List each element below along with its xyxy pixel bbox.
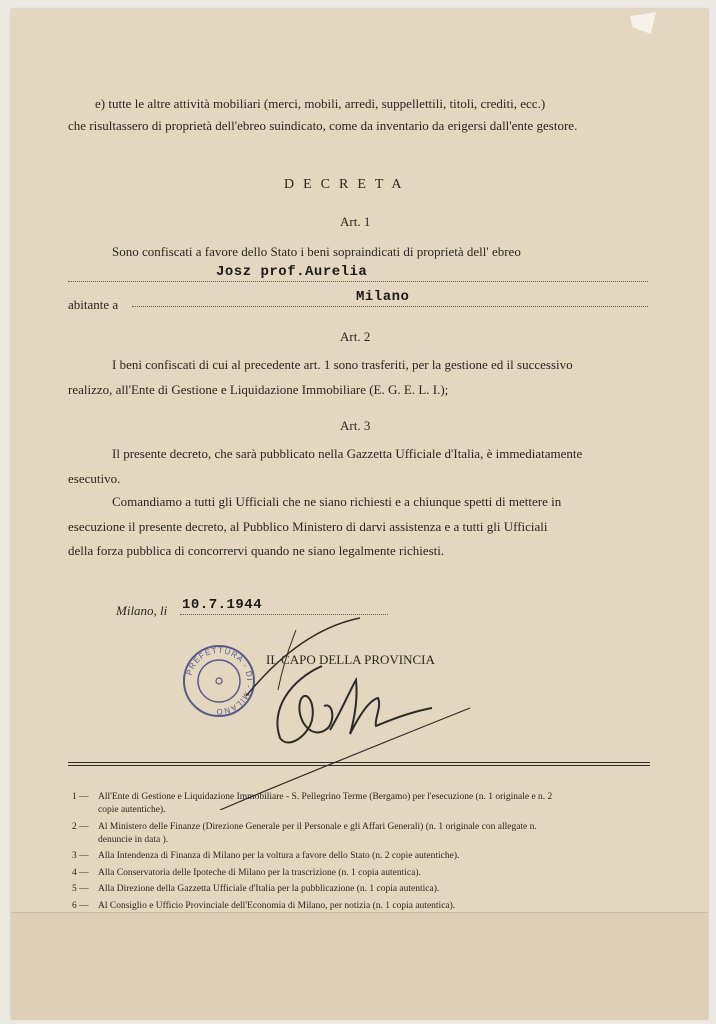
subject-name: Josz prof.Aurelia <box>216 264 368 280</box>
distribution-line: Alla Direzione della Gazzetta Ufficiale d'Italia per la pubblicazione (n. 1 copia autentica). <box>98 884 440 894</box>
distribution-line-continued: denuncie in data ). <box>98 835 169 845</box>
distribution-line: Al Ministero delle Finanze (Direzione Generale per il Personale e gli Affari Generali) (n. 1 originale con allegate n. <box>98 822 537 832</box>
art3-p1-line-2: esecutivo. <box>68 471 121 486</box>
art2-line-2: realizzo, all'Ente di Gestione e Liquidazione Immobiliare (E. G. E. L. I.); <box>68 382 449 397</box>
decree-heading: DECRETA <box>284 177 411 192</box>
art2-line-1: I beni confiscati di cui al precedente art. 1 sono trasferiti, per la gestione ed il successivo <box>112 357 573 372</box>
distribution-number: 2 — <box>72 822 89 832</box>
handwritten-signature <box>60 610 480 810</box>
art3-p2-line-1: Comandiamo a tutti gli Ufficiali che ne siano richiesti e a chiunque spetti di mettere in <box>112 494 562 509</box>
art1-text: Sono confiscati a favore dello Stato i beni sopraindicati di proprietà dell' ebreo <box>112 244 521 259</box>
distribution-number: 4 — <box>72 868 89 878</box>
art3-p1-line-1: Il presente decreto, che sarà pubblicato nella Gazzetta Ufficiale d'Italia, è immediatamente <box>112 446 583 461</box>
distribution-number: 3 — <box>72 851 89 861</box>
distribution-line-continued: copie autentiche). <box>98 805 166 815</box>
residence-label: abitante a <box>68 297 119 312</box>
art2-title: Art. 2 <box>340 329 371 344</box>
art3-p2-line-3: della forza pubblica di concorrervi quando ne siano legalmente richiesti. <box>68 543 445 558</box>
distribution-line: All'Ente di Gestione e Liquidazione Immobiliare - S. Pellegrino Terme (Bergamo) per l'esecuzione (n. 1 originale e n. 2 <box>98 792 553 802</box>
distribution-number: 5 — <box>72 884 89 894</box>
intro-line-1: e) tutte le altre attività mobiliari (merci, mobili, arredi, suppellettili, titoli, crediti, ecc.) <box>95 96 546 111</box>
distribution-number: 6 — <box>72 901 89 911</box>
residence-dotted-line <box>132 306 648 307</box>
name-dotted-line <box>68 281 648 282</box>
distribution-number: 1 — <box>72 792 89 802</box>
distribution-line: Al Consiglio e Ufficio Provinciale dell'Economia di Milano, per notizia (n. 1 copia autentica). <box>98 901 456 911</box>
stamp-text: PREFETTURA - DI - MILANO <box>184 645 255 717</box>
residence-value: Milano <box>356 289 410 305</box>
signatory-title: IL CAPO DELLA PROVINCIA <box>266 652 435 667</box>
folded-edge <box>11 912 708 1020</box>
art3-title: Art. 3 <box>340 418 371 433</box>
distribution-line: Alla Conservatoria delle Ipoteche di Milano per la trascrizione (n. 1 copia autentica). <box>98 868 421 878</box>
intro-line-2: che risultassero di proprietà dell'ebreo suindicato, come da inventario da erigersi dall'ente gestore. <box>68 118 578 133</box>
art1-title: Art. 1 <box>340 214 371 229</box>
separator-rule-top <box>68 762 650 763</box>
distribution-line: Alla Intendenza di Finanza di Milano per la voltura a favore dello Stato (n. 2 copie autentiche). <box>98 851 460 861</box>
art3-p2-line-2: esecuzione il presente decreto, al Pubblico Ministero di darvi assistenza e a tutti gli Ufficiali <box>68 519 548 534</box>
date-value: 10.7.1944 <box>182 597 263 613</box>
separator-rule-bottom <box>68 765 650 766</box>
date-label: Milano, li <box>116 603 168 618</box>
